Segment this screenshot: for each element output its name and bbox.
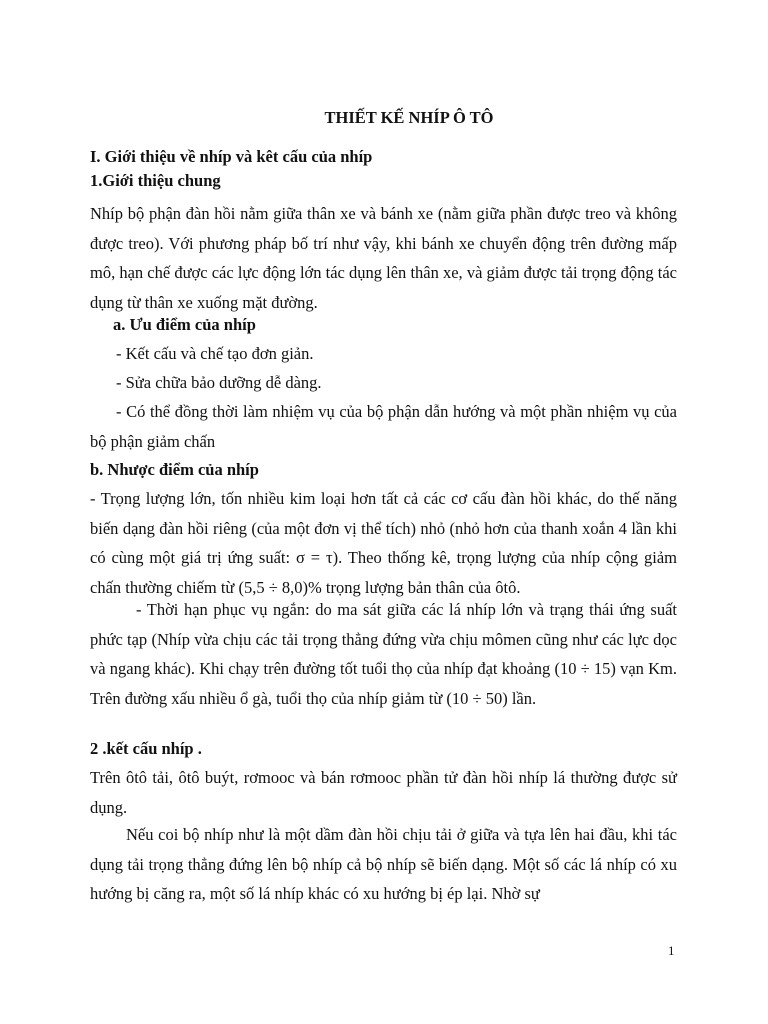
page-number: 1	[668, 943, 675, 958]
advantage-item-maintenance: - Sửa chữa bảo dưỡng dễ dàng.	[116, 373, 322, 392]
disadvantages-heading: b. Nhược điểm của nhíp	[90, 460, 259, 479]
structure-paragraph-beam: Nếu coi bộ nhíp như là một dầm đàn hồi chịu tải ở giữa và tựa lên hai đầu, khi tác dụng tải trọng thẳng đứng lên bộ nhíp cả bộ nhíp sẽ biến dạng. Một số các lá nhíp có xu hướng bị căng ra, một số lá nhíp khác có xu hướng bị ép lại. Nhờ sự	[90, 825, 677, 903]
structure-paragraph-usage: Trên ôtô tải, ôtô buýt, rơmooc và bán rơmooc phần tử đàn hồi nhíp lá thường được sử dụng.	[90, 768, 677, 817]
intro-paragraph: Nhíp bộ phận đàn hồi nằm giữa thân xe và bánh xe (nằm giữa phần được treo và không được treo). Với phương pháp bố trí như vậy, khi bánh xe chuyển động trên đường mấp mô, hạn chế được các lực động lớn tác dụng lên thân xe, và giảm được tải trọng động tác dụng từ thân xe xuống mặt đường.	[90, 204, 677, 312]
disadvantage-weight-paragraph: - Trọng lượng lớn, tốn nhiều kim loại hơn tất cả các cơ cấu đàn hồi khác, do thế năng biến dạng đàn hồi riêng (của một đơn vị thể tích) nhỏ (nhỏ hơn của thanh xoắn 4 lần khi có cùng một giá trị ứng suất: σ = τ). Theo thống kê, trọng lượng của nhíp cộng giảm chấn thường chiếm từ (5,5 ÷ 8,0)% trọng lượng bản thân của ôtô.	[90, 489, 677, 597]
section-heading-intro: I. Giới thiệu về nhíp và kêt cấu của nhíp	[90, 147, 373, 166]
disadvantage-lifetime-paragraph: - Thời hạn phục vụ ngắn: do ma sát giữa các lá nhíp lớn và trạng thái ứng suất phức tạp (Nhíp vừa chịu các tải trọng thẳng đứng vừa chịu mômen cũng như các lực dọc và ngang khác). Khi chạy trên đường tốt tuổi thọ của nhíp đạt khoảng (10 ÷ 15) vạn Km. Trên đường xấu nhiều ổ gà, tuổi thọ của nhíp giảm từ (10 ÷ 50) lần.	[90, 600, 677, 708]
subsection-heading-structure: 2 .kết cấu nhíp .	[90, 739, 202, 758]
document-title: THIẾT KẾ NHÍP Ô TÔ	[324, 108, 494, 127]
advantages-heading: a. Ưu điểm của nhíp	[113, 315, 256, 334]
subsection-heading-general: 1.Giới thiệu chung	[90, 171, 221, 190]
advantage-item-guidance: - Có thể đồng thời làm nhiệm vụ của bộ phận dẫn hướng và một phần nhiệm vụ của bộ phận giảm chấn	[90, 402, 677, 451]
advantage-item-structure: - Kết cấu và chế tạo đơn giản.	[116, 344, 314, 363]
